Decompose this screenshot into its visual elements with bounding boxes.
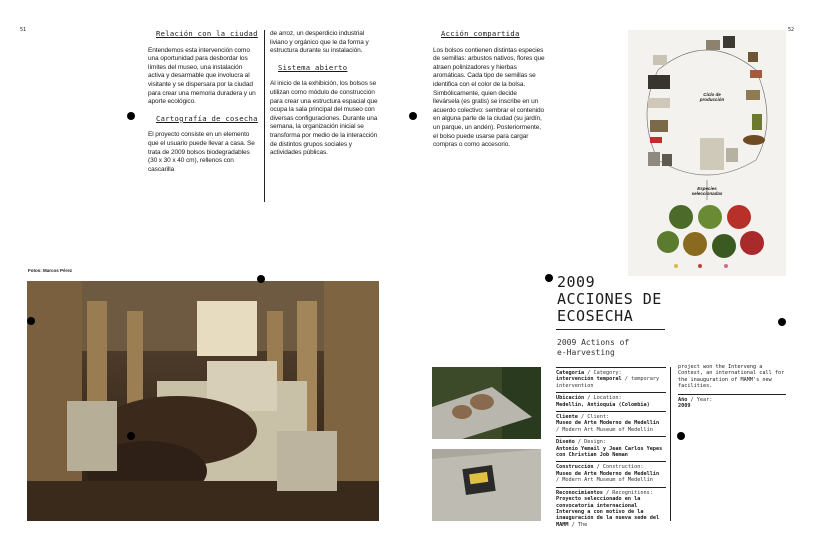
- meta-category: Categoría / Category: intervención temporal / temporary intervention: [556, 367, 666, 389]
- meta-recognitions-label-en: Recognitions:: [612, 489, 653, 496]
- decorative-dot: [677, 432, 685, 440]
- title-line-1: 2009: [557, 273, 596, 291]
- meta-location: Ubicación / Location: Medellín, Antioquia (Colombia): [556, 392, 666, 408]
- title-rule: [556, 329, 665, 330]
- column-divider: [264, 30, 265, 202]
- paragraph-col2-intro: de arroz, un desperdicio industrial liviano y orgánico que le da forma y estructura durante su instalación.: [270, 30, 369, 55]
- decorative-dot: [127, 112, 135, 120]
- meta-continuation-text: project won the Interveng a Contest, an international call for the inauguration of MAMM's new facilities.: [678, 364, 785, 390]
- heading-sistema: Sistema abierto: [278, 62, 348, 72]
- meta-design-label: Diseño: [556, 439, 575, 446]
- decorative-dot: [778, 318, 786, 326]
- title-line-2: ACCIONES DE: [557, 290, 662, 308]
- meta-design: Diseño / Design: Antonio Yemail y Jean Carlos Yepes con Christian Job Neman: [556, 436, 666, 458]
- exhibition-hall-image: [27, 281, 379, 521]
- meta-year: Año / Year: 2009: [678, 394, 786, 410]
- meta-recognitions: Reconocimientos / Recognitions: Proyecto seleccionado en la convocatoria internacional Interveng a con motivo de la inauguración de la nueva sede del MAMM / The: [556, 487, 666, 528]
- project-title-block: [557, 274, 665, 325]
- project-subtitle: [557, 338, 665, 357]
- meta-year-label: Año: [678, 396, 688, 403]
- cycle-center-label: Ciclo de producción: [699, 92, 725, 102]
- meta-divider: [670, 367, 671, 521]
- bag-photo-1: [432, 367, 541, 439]
- project-metadata: [556, 367, 666, 531]
- meta-category-label: Categoría: [556, 370, 585, 376]
- meta-year-value: 2009: [678, 403, 691, 410]
- meta-year-label-en: Year:: [696, 396, 713, 403]
- right-page-number: 52: [788, 27, 795, 33]
- cycle-illustration: [628, 30, 786, 276]
- bag-photo-2: [432, 449, 541, 521]
- meta-category-label-en: Category:: [593, 370, 622, 376]
- meta-construction-value-en: / Modern Art Museum of Medellín: [556, 477, 653, 484]
- meta-location-value: Medellín, Antioquia (Colombia): [556, 401, 650, 408]
- text-column-3: [433, 30, 545, 158]
- decorative-dot: [27, 317, 35, 325]
- meta-design-label-en: Design:: [584, 439, 606, 446]
- subtitle-line-2: e-Harvesting: [557, 347, 615, 357]
- meta-client: Cliente / Client: Museo de Arte Moderno de Medellín / Modern Art Museum of Medellín: [556, 411, 666, 433]
- title-line-3: ECOSECHA: [557, 307, 634, 325]
- meta-recognitions-label: Reconocimientos: [556, 489, 603, 496]
- meta-category-value-en: / temporary intervention: [556, 376, 660, 389]
- photo-credit: Fotos: Marcos Pérez: [28, 268, 73, 273]
- decorative-dot: [545, 274, 553, 282]
- meta-design-value: Antonio Yemail y Jean Carlos Yepes con Christian Job Neman: [556, 445, 663, 459]
- meta-construction: Construcción / Construction: Museo de Arte Moderno de Medellín / Modern Art Museum of Medellín: [556, 461, 666, 483]
- meta-continuation: [678, 364, 786, 412]
- paragraph-accion: Los bolsos contienen distintas especies de semillas: arbustos nativos, flores que atraen polinizadores y hierbas aromáticas. Cada tipo de semillas se identifica con el color de la bolsa. Simbólicamente, quien decide llevársela (es gratis) se inscribe en un acuerdo colectivo: sembrar el contenido en alguna parte de la ciudad (su jardín, un parque, un andén). Posteriormente, el bolso puede usarse para cargar compras o como accesorio.: [433, 46, 545, 149]
- meta-recognitions-value: Proyecto seleccionado en la convocatoria internacional Interveng a con motivo de la inauguración de la nueva sede del MAMM: [556, 496, 660, 528]
- decorative-dot: [409, 112, 417, 120]
- meta-construction-value: Museo de Arte Moderno de Medellín: [556, 470, 660, 477]
- decorative-dot: [257, 275, 265, 283]
- bag-opening-image: [432, 367, 541, 439]
- left-page-number: 51: [20, 27, 27, 33]
- heading-cartografia: Cartografía de cosecha: [156, 113, 258, 123]
- paragraph-sistema: Al inicio de la exhibición, los bolsos se utilizan como módulo de construcción para crear una estructura espacial que ocupa la sala principal del museo con diversas configuraciones. Durante una semana, la organización inicial se transforma por medio de la interacción de distintos grupos sociales y actividades públicas.: [270, 80, 378, 157]
- meta-construction-label-en: Construction:: [602, 464, 644, 471]
- meta-client-label: Cliente: [556, 414, 578, 421]
- bag-label-image: [432, 449, 541, 521]
- text-column-1: [148, 30, 260, 182]
- meta-construction-label: Construcción: [556, 464, 594, 471]
- meta-category-value: intervención temporal: [556, 376, 622, 383]
- meta-client-label-en: Client:: [587, 414, 610, 421]
- paragraph-cartografia: El proyecto consiste en un elemento que el usuario puede llevar a casa. Se trata de 2009 bolsos biodegradables (30 x 30 x 40 cm), rellenos con cascarilla: [148, 131, 255, 173]
- meta-client-value-en: / Modern Art Museum of Medellín: [556, 426, 653, 433]
- meta-recognitions-value-en: / The: [571, 521, 588, 528]
- meta-location-label-en: Location:: [593, 395, 622, 402]
- species-label: Especies seleccionadas: [691, 186, 723, 196]
- decorative-dot: [127, 432, 135, 440]
- main-exhibition-photo: [27, 281, 379, 521]
- paragraph-relacion: Entendemos esta intervención como una oportunidad para desbordar los límites del museo, una instalación activa y desarmable que involucra al visitante y se dispersara por la ciudad para crear una memoria duradera y un aporte ecológico.: [148, 46, 256, 106]
- meta-location-label: Ubicación: [556, 395, 585, 402]
- text-column-2: [270, 30, 382, 166]
- meta-client-value: Museo de Arte Moderno de Medellín: [556, 420, 660, 427]
- production-cycle-diagram: [628, 30, 786, 276]
- heading-accion: Acción compartida: [441, 29, 520, 38]
- subtitle-line-1: 2009 Actions of: [557, 338, 630, 347]
- heading-relacion: Relación con la ciudad: [156, 29, 258, 38]
